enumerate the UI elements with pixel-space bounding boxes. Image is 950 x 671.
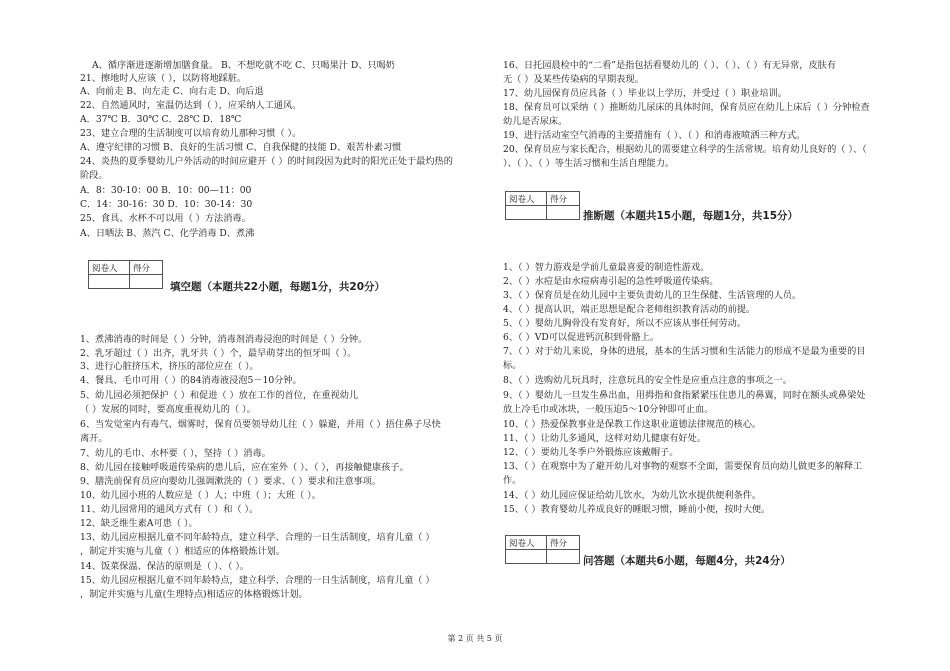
fill-16-cont: 无（ ）及某些传染病的早期表现。	[503, 74, 644, 85]
fill-16: 16、日托园晨检中的“二看”是指包括看婴幼儿的（ ）、（ ）、（ ）有无异常，皮肤有	[503, 60, 837, 71]
fill-20: 20、保育员应与家长配合，根据幼儿的需要建立科学的生活常规。培育幼儿良好的（ ）、（	[503, 144, 867, 155]
fill-2: 2、乳牙超过（ ）出齐，乳牙共（ ）个，最早萌芽出的恒牙叫（ ）。	[80, 348, 357, 359]
grader-label: 阅卷人	[506, 192, 547, 206]
judge-13-cont: 作。	[503, 475, 522, 486]
fill-12: 12、缺乏维生素A可患（ ）。	[80, 518, 198, 529]
judge-1: 1、（ ）智力游戏是学前儿童最喜爱的制造性游戏。	[503, 262, 710, 273]
fill-14: 14、饭菜保温、保洁的原则是（ ）、（ ）。	[80, 561, 250, 572]
fill-6: 6、当发觉室内有毒气、烟雾时，保育员要领导幼儿往（ ）躲避，并用（ ）捂住鼻子尽快	[80, 419, 441, 430]
fill-13-cont: ，制定并实施与儿童（ ）相适应的体格锻炼计划。	[80, 546, 286, 557]
text-line: A、循序渐进逐渐增加膳食量。 B、不想吃就不吃 C、只喝果汁 D、只喝奶	[92, 60, 395, 71]
judge-11: 11、（ ）让幼儿多通风，这样对幼儿健康有好处。	[503, 433, 706, 444]
options-22: A．37℃ B．30℃ C．28℃ D．18℃	[80, 114, 242, 125]
fill-5: 5、幼儿园必须把保护（ ）和促进（ ）放在工作的首位，在重视幼儿	[80, 390, 359, 401]
judge-9-cont: 放上冷毛巾或冰块，一般压迫5～10分钟即可止血。	[503, 404, 714, 415]
question-23: 23、建立合理的生活制度可以培育幼儿那种习惯（ ）。	[80, 128, 302, 139]
options-23: A、遵守纪律的习惯 B、良好的生活习惯 C、自我保健的技能 D、艰苦朴素习惯	[80, 142, 402, 153]
options-24-cd: C．14：30-16：30 D．10：30-14：30	[80, 199, 253, 210]
grader-label: 阅卷人	[506, 536, 547, 550]
section-title-judge: 推断题（本题共15小题，每题1分，共15分）	[583, 210, 799, 222]
score-box	[505, 535, 580, 564]
fill-18-cont: 幼儿是否尿床。	[503, 116, 568, 127]
fill-18: 18、保育员可以采纳（ ）推断幼儿尿床的具体时间，保育员应在幼儿上床后（ ）分钟检查	[503, 102, 870, 113]
score-label: 得分	[547, 192, 580, 206]
judge-7-cont: 标。	[503, 360, 522, 371]
judge-7: 7、（ ）对于幼儿来说，身体的进展，基本的生活习惯和生活能力的形成不是最为重要的目	[503, 346, 866, 357]
question-24: 24、炎热的夏季婴幼儿户外活动的时间应避开（ ）的时间段因为此时的阳光正处于最灼热的	[80, 156, 453, 167]
fill-8: 8、幼儿园在接触呼吸道传染病的患儿后，应在室外（ ）、（ ），再接触健康孩子。	[80, 462, 409, 473]
fill-1: 1、煮沸消毒的时间是（ ）分钟，消毒剂消毒浸泡的时间是（ ）分钟。	[80, 334, 368, 345]
section-title-qa: 问答题（本题共6小题，每题4分，共24分）	[583, 555, 791, 567]
judge-6: 6、（ ）VD可以促进钙沉积到骨骼上。	[503, 332, 659, 343]
grader-label: 阅卷人	[89, 261, 130, 275]
judge-15: 15、（ ）教育婴幼儿养成良好的睡眠习惯，睡前小便，按时大便。	[503, 504, 771, 515]
fill-6-cont: 离开。	[80, 433, 108, 444]
score-box	[505, 191, 580, 220]
fill-15: 15、幼儿园应根据儿童不同年龄特点，建立科学、合理的一日生活制度，培育儿童（ ）	[80, 575, 435, 586]
judge-4: 4、（ ）提高认识，端正思想是配合老师组织教育活动的前提。	[503, 304, 756, 315]
question-24-cont: 阶段。	[80, 170, 108, 181]
fill-7: 7、幼儿的毛巾、水杯要（ ），坚持（ ）消毒。	[80, 448, 271, 459]
judge-10: 10、（ ）热爱保教事业是保教工作这职业道德法律规范的核心。	[503, 419, 762, 430]
score-label: 得分	[130, 261, 163, 275]
fill-13: 13、幼儿园应根据儿童不同年龄特点，建立科学、合理的一日生活制度，培育儿童（ ）	[80, 532, 435, 543]
options-25: A、日晒法 B、蒸汽 C、化学消毒 D、煮沸	[80, 228, 255, 239]
score-box	[88, 260, 163, 289]
fill-20-cont: ）、（ ）、（ ）等生活习惯和生活自理能力。	[503, 158, 675, 169]
judge-12: 12、（ ）要幼儿冬季户外锻炼应该戴帽子。	[503, 447, 679, 458]
fill-4: 4、餐具、毛巾可用（ ）的84消毒液浸泡5－10分钟。	[80, 375, 302, 386]
question-22: 22、自然通风时，室温仍达到（ ），应采纳人工通风。	[80, 100, 302, 111]
fill-15-cont: ，制定并实施与儿童(生理特点)相适应的体格锻炼计划。	[80, 589, 308, 600]
question-25: 25、食具、水杯不可以用（ ）方法消毒。	[80, 213, 251, 224]
fill-17: 17、幼儿园保育员应具备（ ）毕业以上学历，并受过（ ）职业培训。	[503, 88, 787, 99]
page-footer: 第 2 页 共 5 页	[447, 634, 503, 643]
fill-19: 19、进行活动室空气消毒的主要措施有（ ）、（ ）和消毒液喷洒三种方式。	[503, 130, 806, 141]
fill-9: 9、膳洗前保育员应向婴幼儿强调漱洗的（ ）要求、（ ）要求和注意事项。	[80, 476, 382, 487]
judge-8: 8、（ ）选购幼儿玩具时，注意玩具的安全性是应重点注意的事项之一。	[503, 375, 792, 386]
fill-5-cont: （ ）发展的同时，要高度重视幼儿的（ ）。	[80, 404, 256, 415]
judge-13: 13、（ ）在观察中为了避开幼儿对事物的观察不全面，需要保育员向幼儿做更多的解释工	[503, 461, 863, 472]
fill-11: 11、幼儿园常用的通风方式有（ ）和（ ）。	[80, 504, 259, 515]
score-label: 得分	[547, 536, 580, 550]
options-24-ab: A．8：30-10：00 B．10：00—11：00	[80, 185, 252, 196]
judge-5: 5、（ ）婴幼儿胸骨没有发育好，所以不应该从事任何劳动。	[503, 318, 747, 329]
judge-9: 9、（ ）婴幼儿一旦发生鼻出血，用拇指和食指紧紧压住患儿的鼻翼，同时在额头或鼻梁处	[503, 390, 866, 401]
fill-3: 3、进行心脏挤压术，挤压的部位应在（ ）。	[80, 361, 259, 372]
fill-10: 10、幼儿园小班的人数应是（ ）人；中班（ ）；大班（ ）。	[80, 490, 321, 501]
section-title-fill-blank: 填空题（本题共22小题，每题1分，共20分）	[170, 281, 386, 293]
judge-3: 3、（ ）保育员是在幼儿园中主要负责幼儿的卫生保健、生活管理的人员。	[503, 290, 802, 301]
question-21: 21、擦地时人应该（ ），以防将地踩脏。	[80, 73, 247, 84]
judge-2: 2、（ ）水痘是由水痘病毒引起的急性呼吸道传染病。	[503, 276, 719, 287]
options-21: A、向前走 B、向左走 C、向右走 D、向后退	[80, 86, 264, 97]
judge-14: 14、（ ）幼儿园应保证给幼儿饮水，为幼儿饮水提供便利条件。	[503, 490, 762, 501]
